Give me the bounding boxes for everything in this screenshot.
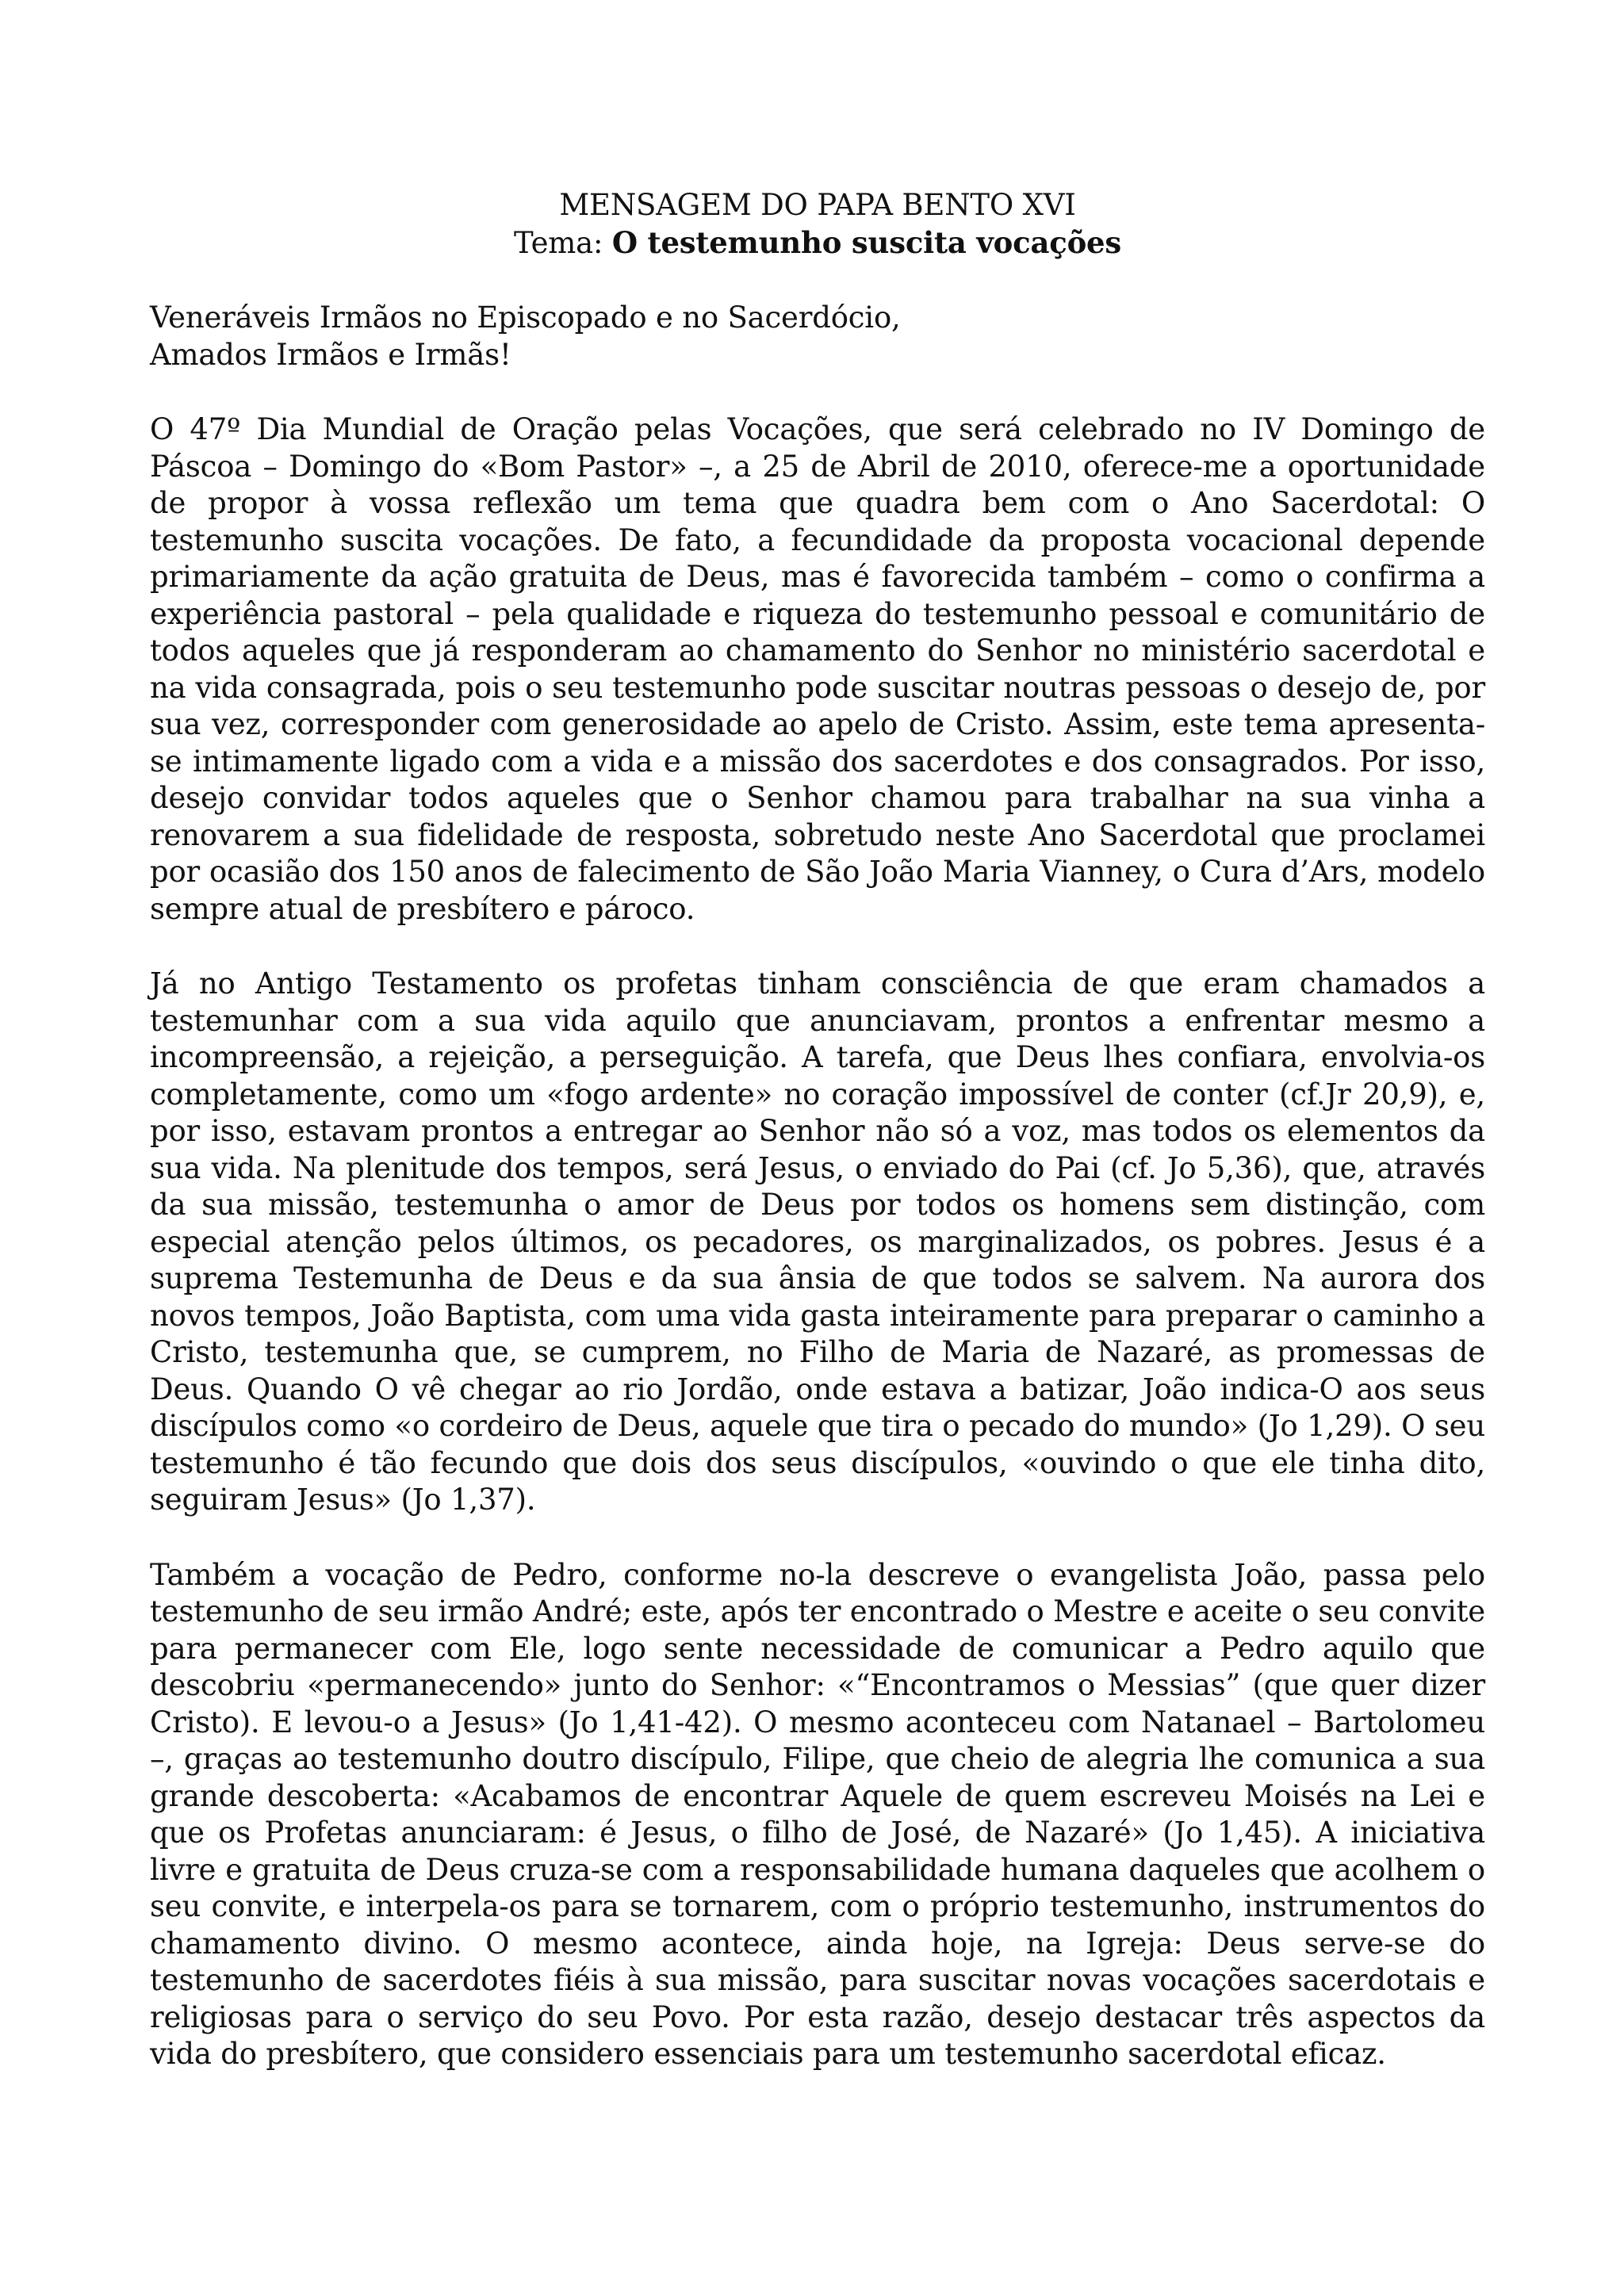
theme-prefix: Tema: (513, 225, 612, 260)
paragraph-3: Também a vocação de Pedro, conforme no-la descreve o evangelista João, passa pelo testemunho de seu irmão André; este, após ter encontrado o Mestre e aceite o seu convite para permanecer com Ele, logo sente necessidade de comunicar a Pedro aquilo que descobriu «permanecendo» junto do Senhor: «“Encontramos o Messias” (que quer dizer Cristo). E levou-o a Jesus» (Jo 1,41-42). O mesmo aconteceu com Natanael – Bartolomeu –, graças ao testemunho doutro discípulo, Filipe, que cheio de alegria lhe comunica a sua grande descoberta: «Acabamos de encontrar Aquele de quem escreveu Moisés na Lei e que os Profetas anunciaram: é Jesus, o filho de José, de Nazaré» (Jo 1,45). A iniciativa livre e gratuita de Deus cruza-se com a responsabilidade humana daqueles que acolhem o seu convite, e interpela-os para se tornarem, com o próprio testemunho, instrumentos do chamamento divino. O mesmo acontece, ainda hoje, na Igreja: Deus serve-se do testemunho de sacerdotes fiéis à sua missão, para suscitar novas vocações sacerdotais e religiosas para o serviço do seu Povo. Por esta razão, desejo destacar três aspectos da vida do presbítero, que considero essenciais para um testemunho sacerdotal eficaz. (150, 1557, 1485, 2071)
document-page (150, 187, 1485, 2073)
salutation (150, 300, 1485, 373)
salutation-line-2: Amados Irmãos e Irmãs! (150, 337, 511, 372)
salutation-line-1: Veneráveis Irmãos no Episcopado e no Sacerdócio, (150, 300, 901, 335)
paragraph-1: O 47º Dia Mundial de Oração pelas Vocações, que será celebrado no IV Domingo de Páscoa – Domingo do «Bom Pastor» –, a 25 de Abril de 2010, oferece-me a oportunidade de propor à vossa reflexão um tema que quadra bem com o Ano Sacerdotal: O testemunho suscita vocações. De fato, a fecundidade da proposta vocacional depende primariamente da ação gratuita de Deus, mas é favorecida também – como o confirma a experiência pastoral – pela qualidade e riqueza do testemunho pessoal e comunitário de todos aqueles que já responderam ao chamamento do Senhor no ministério sacerdotal e na vida consagrada, pois o seu testemunho pode suscitar noutras pessoas o desejo de, por sua vez, corresponder com generosidade ao apelo de Cristo. Assim, este tema apresenta-se intimamente ligado com a vida e a missão dos sacerdotes e dos consagrados. Por isso, desejo convidar todos aqueles que o Senhor chamou para trabalhar na sua vinha a renovarem a sua fidelidade de resposta, sobretudo neste Ano Sacerdotal que proclamei por ocasião dos 150 anos de falecimento de São João Maria Vianney, o Cura d’Ars, modelo sempre atual de presbítero e pároco. (150, 412, 1485, 926)
paragraph-2: Já no Antigo Testamento os profetas tinham consciência de que eram chamados a testemunhar com a sua vida aquilo que anunciavam, prontos a enfrentar mesmo a incompreensão, a rejeição, a perseguição. A tarefa, que Deus lhes confiara, envolvia-os completamente, como um «fogo ardente» no coração impossível de conter (cf.Jr 20,9), e, por isso, estavam prontos a entregar ao Senhor não só a voz, mas todos os elementos da sua vida. Na plenitude dos tempos, será Jesus, o enviado do Pai (cf. Jo 5,36), que, através da sua missão, testemunha o amor de Deus por todos os homens sem distinção, com especial atenção pelos últimos, os pecadores, os marginalizados, os pobres. Jesus é a suprema Testemunha de Deus e da sua ânsia de que todos se salvem. Na aurora dos novos tempos, João Baptista, com uma vida gasta inteiramente para preparar o caminho a Cristo, testemunha que, se cumprem, no Filho de Maria de Nazaré, as promessas de Deus. Quando O vê chegar ao rio Jordão, onde estava a batizar, João indica-O aos seus discípulos como «o cordeiro de Deus, aquele que tira o pecado do mundo» (Jo 1,29). O seu testemunho é tão fecundo que dois dos seus discípulos, «ouvindo o que ele tinha dito, seguiram Jesus» (Jo 1,37). (150, 966, 1485, 1517)
message-title: MENSAGEM DO PAPA BENTO XVI (559, 188, 1076, 222)
document-heading (150, 187, 1485, 262)
theme-line (150, 224, 1485, 262)
theme-title: O testemunho suscita vocações (611, 224, 1122, 260)
